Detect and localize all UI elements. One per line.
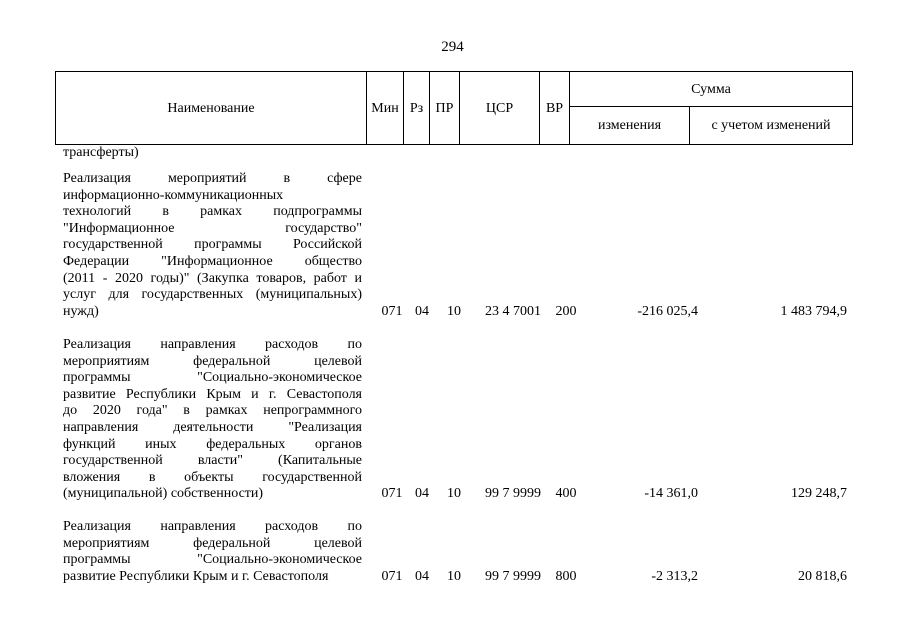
row-name-line: государственной программы Российской	[63, 237, 362, 253]
row-change: -14 361,0	[644, 486, 698, 502]
row-rz: 04	[415, 486, 429, 502]
header-pr: ПР	[430, 72, 460, 145]
header-rz: Рз	[404, 72, 430, 145]
row-name	[63, 337, 362, 503]
row-rz: 04	[415, 568, 429, 584]
row-csr: 99 7 9999	[485, 486, 541, 502]
row-name-line: Реализация мероприятий в сфере	[63, 171, 362, 186]
row-min: 071	[381, 568, 403, 584]
row-name-line: Реализация направления расходов по	[63, 337, 362, 352]
row-name-line: мероприятиям федеральной целевой	[63, 535, 362, 551]
row-name-line: Реализация направления расходов по	[63, 519, 362, 534]
row-min: 071	[381, 303, 403, 319]
row-change: -216 025,4	[637, 303, 698, 319]
row-total: 20 818,6	[798, 568, 847, 584]
row-pr: 10	[447, 486, 461, 502]
header-sum: Сумма	[570, 72, 853, 107]
row-name-line: мероприятиям федеральной целевой	[63, 353, 362, 369]
row-name-line: технологий в рамках подпрограммы	[63, 204, 362, 220]
row-name-line: развитие Республики Крым и г. Севастополя	[63, 386, 362, 402]
row-total: 129 248,7	[791, 486, 847, 502]
row-name-line: вложения в объекты государственной	[63, 469, 362, 485]
row-change: -2 313,2	[651, 568, 698, 584]
row-csr: 99 7 9999	[485, 568, 541, 584]
row-name-line: трансферты)	[63, 145, 139, 160]
row-name-line: функций иных федеральных органов	[63, 436, 362, 452]
row-name-line: программы "Социально-экономическое	[63, 370, 362, 386]
row-name-line: государственной власти" (Капитальные	[63, 453, 362, 469]
row-name	[63, 171, 362, 320]
row-name-line: (муниципальной) собственности)	[63, 486, 264, 502]
row-vr: 400	[555, 486, 577, 502]
row-total: 1 483 794,9	[780, 303, 847, 319]
row-name-line: информационно-коммуникационных	[63, 187, 284, 203]
row-rz: 04	[415, 303, 429, 319]
row-name-line: нужд)	[63, 303, 99, 319]
page-number: 294	[441, 39, 464, 55]
row-name-line: развитие Республики Крым и г. Севастополя	[63, 568, 329, 584]
header-change: изменения	[570, 107, 690, 145]
header-with-changes: с учетом изменений	[690, 107, 853, 145]
header-csr: ЦСР	[460, 72, 540, 145]
row-name-line: направления деятельности "Реализация	[63, 419, 362, 435]
row-name-line: Федерации "Информационное общество	[63, 253, 362, 269]
row-vr: 200	[555, 303, 577, 319]
header-name: Наименование	[56, 72, 367, 145]
header-vr: ВР	[540, 72, 570, 145]
row-csr: 23 4 7001	[485, 303, 541, 319]
row-name-line: программы "Социально-экономическое	[63, 552, 362, 568]
row-name-line: (2011 - 2020 годы)" (Закупка товаров, работ и	[63, 270, 362, 286]
header-min: Мин	[367, 72, 404, 145]
row-name-line: услуг для государственных (муниципальных)	[63, 287, 362, 303]
row-name-line: до 2020 года" в рамках непрограммного	[63, 403, 362, 419]
row-pr: 10	[447, 303, 461, 319]
row-pr: 10	[447, 568, 461, 584]
row-min: 071	[381, 486, 403, 502]
row-vr: 800	[555, 568, 577, 584]
row-name-line: "Информационное государство"	[63, 220, 362, 236]
row-name	[63, 145, 362, 162]
row-name	[63, 519, 362, 585]
